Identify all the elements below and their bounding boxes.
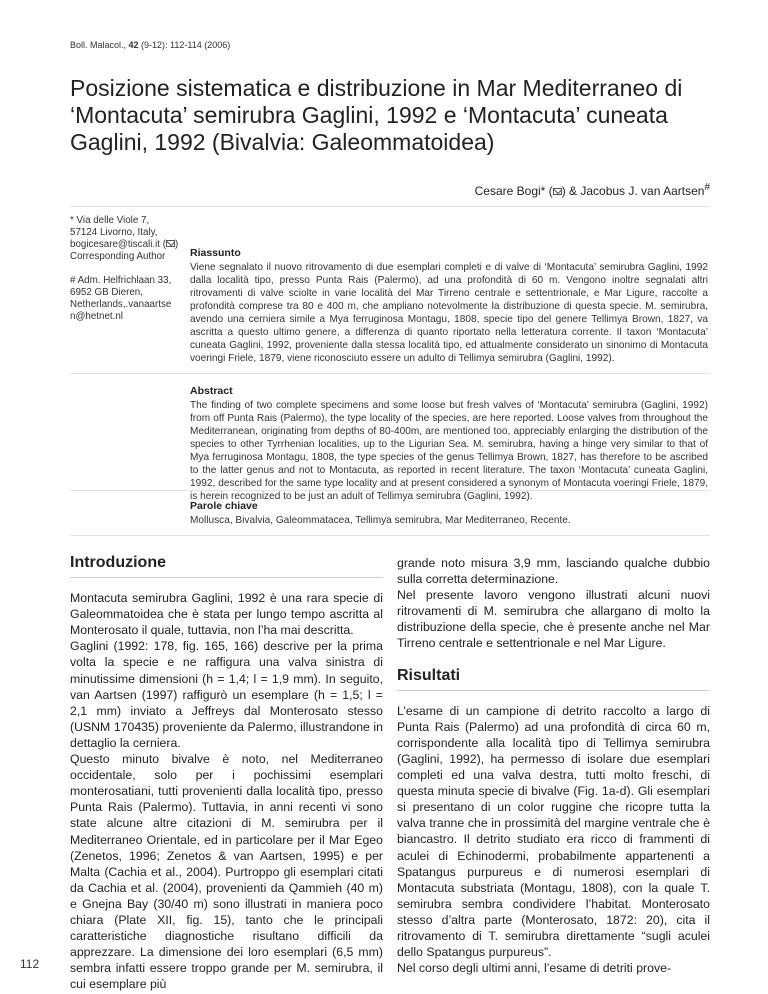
intro-paragraph: Questo minuto bivalve è noto, nel Mediterraneo occidentale, solo per i pochissimi esemplari monterosatiani, tutti provenienti dalla località tipo, presso Punta Rais (Palermo). Tuttavia, in anni recenti vi sono state alcune altre citazioni di M. semirubra per il Mediterraneo Orientale, ed in particolare per il Mar Egeo (Zenetos, 1996; Zenetos & van Aartsen, 1995) e per Malta (Cachia et al., 2004). Purtroppo gli esemplari citati da Cachia et al. (2004), provenienti da Qammieh (40 m) e Gnejna Bay (30/40 m) sono illustrati in maniera poco chiara (Plate XII, fig. 15), tanto che le principali caratteristiche diagnostiche risultano difficili da apprezzare. La dimensione dei loro esemplari (6,5 mm) sembra infatti essere troppo grande per M. semirubra, il cui esemplare più xyxy=(70,752,383,992)
envelope-icon xyxy=(166,240,175,247)
riassunto-section xyxy=(190,247,708,365)
intro-heading: Introduzione xyxy=(70,555,383,578)
intro-paragraph: Montacuta semirubra Gaglini, 1992 è una rara specie di Galeommatoidea che è stata per lungo tempo ascritta al Monterosato il quale, tuttavia, non l’ha mai descritta. xyxy=(70,591,383,638)
left-column xyxy=(70,555,383,992)
affiliations xyxy=(70,215,180,335)
email-link[interactable]: bogicesare@tiscali.it ( ) xyxy=(70,239,179,250)
email-link[interactable]: Netherlands,.vanaartse n@hetnet.nl xyxy=(70,299,172,322)
affiliation-2: # Adm. Helfrichlaan 33, 6952 GB Dieren, Netherlands,.vanaartse n@hetnet.nl xyxy=(70,275,172,322)
intro-paragraph: Nel presente lavoro vengono illustrati alcuni nuovi ritrovamenti di M. semirubra che allargano di molto la distribuzione della specie, che è presente anche nel Mar Tirreno centrale e settentrionale e nel Mar Ligure. xyxy=(397,588,710,651)
affiliation-1: * Via delle Viole 7, 57124 Livorno, Italy, bogicesare@tiscali.it ( ) Corresponding Author xyxy=(70,215,179,262)
journal-citation: Boll. Malacol., 42 (9-12): 112-114 (2006) xyxy=(70,40,231,50)
page-number: 112 xyxy=(20,957,40,971)
abstract-text: The finding of two complete specimens and some loose but fresh valves of ‘Montacuta’ semirubra (Gaglini, 1992) from off Punta Rais (Palermo), the type locality of the species, are here reported. Loose valves from throughout the Mediterranean, originating from depths of 80-400m, are mentioned too, appreciably enlarging the distribution of the species to other Tyrrhenian localities, up to the Ligurian Sea. M. semirubra, having a hinge very similar to that of Mya ferruginosa Montagu, 1808, the type species of the genus Tellimya Brown, 1827, has therefore to be ascribed to the latter genus and not to Montacuta, as reported in recent literature. The taxon ‘Montacuta’ cuneata Gaglini, 1992, described for the same type locality and at present considered a synonym of Montacuta voeringi Friele, 1879, is herein recognized to be just an adult of Tellimya semirubra (Gaglini, 1992). xyxy=(190,400,708,502)
results-heading: Risultati xyxy=(397,668,710,691)
divider xyxy=(70,490,710,491)
riassunto-heading: Riassunto xyxy=(190,247,241,259)
divider xyxy=(70,206,710,207)
divider xyxy=(70,535,710,536)
results-paragraph: Nel corso degli ultimi anni, l’esame di detriti prove- xyxy=(397,961,672,976)
article-title: Posizione sistematica e distribuzione in Mar Mediterraneo di ‘Montacuta’ semirubra Gaglini, 1992 e ‘Montacuta’ cuneata Gaglini, 1992 (Bivalvia: Galeommatoidea) xyxy=(70,75,683,155)
intro-paragraph: grande noto misura 3,9 mm, lasciando qualche dubbio sulla corretta determinazione. xyxy=(397,556,710,587)
abstract-heading: Abstract xyxy=(190,385,233,397)
keywords-heading: Parole chiave xyxy=(190,500,258,512)
keywords-text: Mollusca, Bivalvia, Galeommatacea, Tellimya semirubra, Mar Mediterraneo, Recente. xyxy=(190,515,571,526)
riassunto-text: Viene segnalato il nuovo ritrovamento di due esemplari completi e di valve di ‘Montacuta’ semirubra Gaglini, 1992 dalla località tipo, presso Punta Rais (Palermo), ad una profondità di 60 m. Vengono inoltre segnalati altri ritrovamenti di valve sciolte in varie località del Mar Tirreno centrale e settentrionale, e Mar Ligure, raccolte a profondità comprese tra 80 e 400 m, che ampliano notevolmente la distribuzione di questa specie. M. semirubra, avendo una cerniera simile a Mya ferruginosa Montagu, 1808, specie tipo del genere Tellimya Brown, 1827, va ascritta a questo ultimo genere, a differenza di quanto riportato nella letteratura corrente. Il taxon ‘Montacuta’ cuneata Gaglini, 1992, proveniente dalla stessa località tipo, ed attualmente considerato un sinonimo di Montacuta voeringi Friele, 1879, viene riconosciuto essere un adulto di Tellimya semirubra (Gaglini, 1992). xyxy=(190,262,708,364)
right-column xyxy=(397,555,710,976)
results-paragraph: L’esame di un campione di detrito raccolto a largo di Punta Rais (Palermo) ad una profondità di circa 60 m, corrispondente alla località tipo di Tellimya semirubra (Gaglini, 1992), ha permesso di isolare due esemplari completi ed una valva destra, tutti molto freschi, di questa minuta specie di bivalve (Fig. 1a-d). Gli esemplari si presentano di un color ruggine che ricopre tutta la valva tranne che in prossimità del margine ventrale che è biancastro. Il detrito studiato era ricco di frammenti di aculei di Echinodermi, probabilmente appartenenti a Spatangus purpureus e di numerosi esemplari di Montacuta substriata (Montagu, 1808), con la quale T. semirubra sembra condividere l’habitat. Monterosato stesso d’altra parte (Monterosato, 1872: 20), cita il ritrovamento di T. semirubra direttamente “sugli aculei dello Spatangus purpureus”. xyxy=(397,703,710,960)
divider xyxy=(70,373,710,374)
abstract-section xyxy=(190,385,708,503)
authors: Cesare Bogi* ( ) & Jacobus J. van Aartsen# xyxy=(474,182,710,198)
intro-paragraph: Gaglini (1992: 178, fig. 165, 166) descrive per la prima volta la specie e ne raffigura una valva sinistra di minutissime dimensioni (h = 1,4; l = 1,9 mm). In seguito, van Aartsen (1997) raffigurò un esemplare (h = 1,5; l = 2,1 mm) inviato a Jeffreys dal Monterosato stesso (USNM 170435) proveniente da Palermo, illustrandone in dettaglio la cerniera. xyxy=(70,639,383,750)
keywords-section xyxy=(190,500,708,527)
envelope-icon xyxy=(553,188,562,195)
